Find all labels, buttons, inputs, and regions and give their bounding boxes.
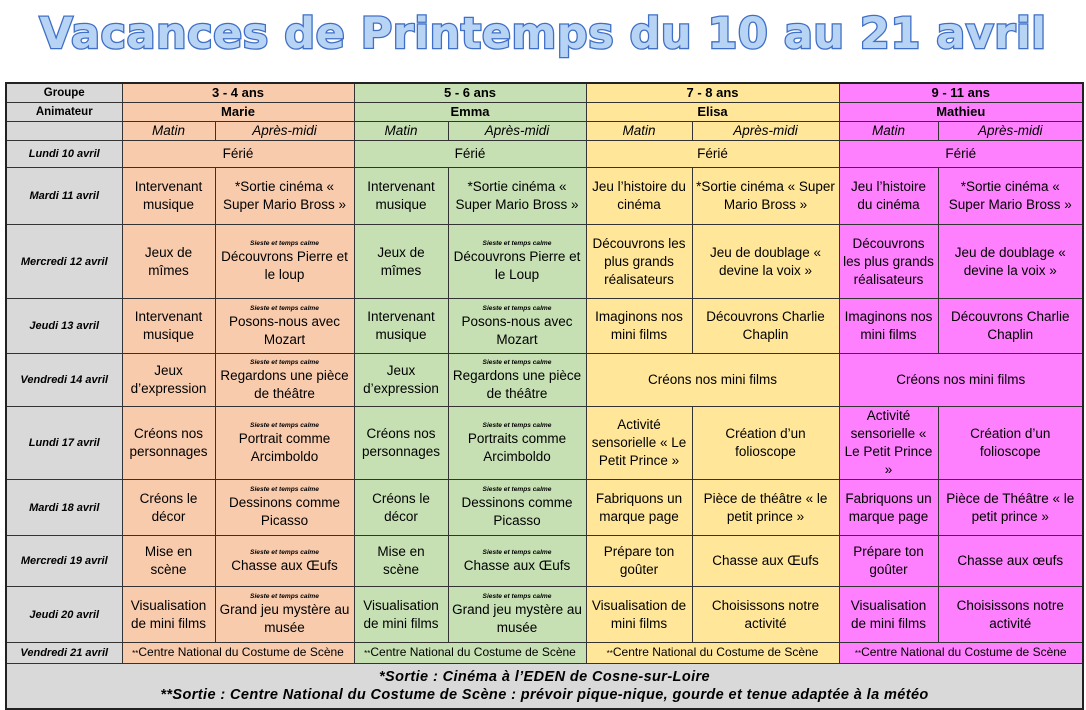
header-row-animateur	[6, 103, 1083, 122]
activity-cell: Création d’un folioscope	[692, 407, 839, 480]
activity-cell: Jeu de doublage « devine la voix »	[692, 225, 839, 299]
row-jeudi-13	[6, 299, 1083, 354]
day-label: Vendredi 21 avril	[6, 643, 122, 664]
activity-text: Portraits comme Arcimboldo	[467, 430, 567, 464]
activity-cell: Découvrons les plus grands réalisateurs	[586, 225, 692, 299]
activity-text: Regardons une pièce de théâtre	[452, 367, 582, 401]
row-jeudi-20	[6, 587, 1083, 643]
ferie-cell: Férié	[122, 141, 354, 168]
activity-cell: *Sortie cinéma « Super Mario Bross »	[692, 168, 839, 225]
activity-cell: Fabriquons un marque page	[586, 480, 692, 536]
group-1-matin: Matin	[122, 122, 215, 141]
activity-cell: Création d’un folioscope	[938, 407, 1083, 480]
activity-cell: Visualisation de mini films	[839, 587, 938, 643]
activity-cell: Pièce de théâtre « le petit prince »	[692, 480, 839, 536]
sieste-note: Sieste et temps calme	[250, 593, 319, 600]
sieste-note: Sieste et temps calme	[482, 304, 552, 312]
activity-text: Grand jeu mystère au musée	[219, 602, 350, 635]
group-4-animateur: Mathieu	[839, 103, 1083, 122]
activity-cell: Prépare ton goûter	[586, 536, 692, 587]
activity-cell: Découvrons les plus grands réalisateurs	[839, 225, 938, 299]
activity-text: Portrait comme Arcimboldo	[238, 430, 331, 464]
activity-text: Dessinons comme Picasso	[461, 495, 573, 528]
activity-text: Découvrons Pierre et le loup	[221, 249, 348, 282]
sortie-text: Centre National du Costume de Scène	[138, 645, 344, 659]
activity-cell-with-sieste	[215, 587, 354, 643]
activity-cell: Créons le décor	[354, 480, 448, 536]
activity-cell: Pièce de Théâtre « le petit prince »	[938, 480, 1083, 536]
activity-cell: Intervenant musique	[122, 299, 215, 354]
group-3-age: 7 - 8 ans	[586, 83, 839, 103]
activity-text: Grand jeu mystère au musée	[452, 602, 582, 635]
activity-text: Regardons une pièce de théâtre	[220, 367, 349, 401]
activity-cell-full-day: Créons nos mini films	[839, 354, 1083, 407]
group-2-matin: Matin	[354, 122, 448, 141]
footnote-marker: **	[606, 649, 613, 658]
day-label: Jeudi 20 avril	[6, 587, 122, 643]
activity-cell: Jeu de doublage « devine la voix »	[938, 225, 1083, 299]
sortie-cell	[839, 643, 1083, 664]
group-3-animateur: Elisa	[586, 103, 839, 122]
ferie-cell: Férié	[354, 141, 586, 168]
row-mardi-11	[6, 168, 1083, 225]
row-mercredi-12	[6, 225, 1083, 299]
row-vendredi-14	[6, 354, 1083, 407]
group-3-apres-midi: Après-midi	[692, 122, 839, 141]
footer-line-1: *Sortie : Cinéma à l’EDEN de Cosne-sur-Loire	[378, 668, 711, 685]
activity-cell-with-sieste	[448, 299, 586, 354]
activity-text: Chasse aux Œufs	[463, 557, 571, 573]
sieste-note: Sieste et temps calme	[250, 548, 319, 556]
group-1-apres-midi: Après-midi	[215, 122, 354, 141]
activity-cell: Intervenant musique	[122, 168, 215, 225]
activity-cell: Visualisation de mini films	[122, 587, 215, 643]
activity-cell: *Sortie cinéma « Super Mario Bross »	[938, 168, 1083, 225]
activity-cell-with-sieste	[448, 407, 586, 480]
day-label: Mardi 18 avril	[6, 480, 122, 536]
activity-cell: Chasse aux Œufs	[692, 536, 839, 587]
activity-cell: Activité sensorielle « Le Petit Prince »	[839, 407, 938, 480]
activity-cell: Intervenant musique	[354, 299, 448, 354]
activity-cell: Jeux d’expression	[354, 354, 448, 407]
activity-cell: Chasse aux œufs	[938, 536, 1083, 587]
activity-cell: *Sortie cinéma « Super Mario Bross »	[215, 168, 354, 225]
activity-cell: Jeux d’expression	[122, 354, 215, 407]
sieste-note: Sieste et temps calme	[250, 240, 319, 247]
sieste-note: Sieste et temps calme	[482, 358, 552, 366]
sieste-note: Sieste et temps calme	[482, 240, 552, 247]
sortie-cell	[122, 643, 354, 664]
page-title	[0, 4, 1086, 64]
sieste-note: Sieste et temps calme	[250, 304, 319, 312]
day-label: Mercredi 19 avril	[6, 536, 122, 587]
activity-cell-with-sieste	[215, 407, 354, 480]
activity-cell: Découvrons Charlie Chaplin	[692, 299, 839, 354]
activity-text: Chasse aux Œufs	[231, 557, 338, 573]
activity-cell-with-sieste	[215, 536, 354, 587]
activity-cell: Imaginons nos mini films	[839, 299, 938, 354]
activity-cell-with-sieste	[448, 587, 586, 643]
activity-cell: Visualisation de mini films	[586, 587, 692, 643]
activity-text: Dessinons comme Picasso	[228, 495, 341, 528]
group-1-age: 3 - 4 ans	[122, 83, 354, 103]
sieste-note: Sieste et temps calme	[250, 421, 319, 429]
day-label: Mercredi 12 avril	[6, 225, 122, 299]
sortie-cell	[586, 643, 839, 664]
activity-cell: Créons nos personnages	[122, 407, 215, 480]
activity-cell: Découvrons Charlie Chaplin	[938, 299, 1083, 354]
activity-text: Posons-nous avec Mozart	[461, 313, 573, 347]
sieste-note: Sieste et temps calme	[482, 593, 552, 600]
sortie-cell	[354, 643, 586, 664]
day-label: Jeudi 13 avril	[6, 299, 122, 354]
activity-cell-full-day: Créons nos mini films	[586, 354, 839, 407]
activity-cell: Choisissons notre activité	[938, 587, 1083, 643]
footnote-marker: **	[854, 649, 862, 658]
footer-row	[6, 664, 1083, 709]
activity-cell-with-sieste	[215, 480, 354, 536]
header-row-period	[6, 122, 1083, 141]
empty-cell	[6, 122, 122, 141]
sieste-note: Sieste et temps calme	[482, 421, 552, 429]
ferie-cell: Férié	[586, 141, 839, 168]
activity-cell-with-sieste	[448, 480, 586, 536]
schedule-table	[5, 82, 1084, 710]
day-label: Mardi 11 avril	[6, 168, 122, 225]
row-mardi-18	[6, 480, 1083, 536]
activity-cell-with-sieste	[448, 536, 586, 587]
row-lundi-17	[6, 407, 1083, 480]
activity-cell-with-sieste	[448, 354, 586, 407]
activity-cell: Créons le décor	[122, 480, 215, 536]
activity-cell: Créons nos personnages	[354, 407, 448, 480]
group-2-animateur: Emma	[354, 103, 586, 122]
activity-cell: Mise en scène	[122, 536, 215, 587]
activity-cell: Activité sensorielle « Le Petit Prince »	[586, 407, 692, 480]
activity-cell: Jeux de mîmes	[354, 225, 448, 299]
activity-cell-with-sieste	[215, 354, 354, 407]
group-2-age: 5 - 6 ans	[354, 83, 586, 103]
day-label: Lundi 17 avril	[6, 407, 122, 480]
group-4-apres-midi: Après-midi	[938, 122, 1083, 141]
groupe-label: Groupe	[6, 83, 122, 103]
ferie-cell: Férié	[839, 141, 1083, 168]
group-1-animateur: Marie	[122, 103, 354, 122]
activity-cell: *Sortie cinéma « Super Mario Bross »	[448, 168, 586, 225]
activity-text: Découvrons Pierre et le Loup	[453, 249, 581, 282]
row-mercredi-19	[6, 536, 1083, 587]
sieste-note: Sieste et temps calme	[482, 486, 552, 493]
activity-cell: Jeux de mîmes	[122, 225, 215, 299]
activity-cell: Fabriquons un marque page	[839, 480, 938, 536]
sieste-note: Sieste et temps calme	[482, 548, 552, 556]
group-2-apres-midi: Après-midi	[448, 122, 586, 141]
activity-cell: Visualisation de mini films	[354, 587, 448, 643]
header-row-groupe	[6, 83, 1083, 103]
day-label: Vendredi 14 avril	[6, 354, 122, 407]
activity-cell: Intervenant musique	[354, 168, 448, 225]
sieste-note: Sieste et temps calme	[250, 486, 319, 493]
activity-cell-with-sieste	[215, 225, 354, 299]
footer-notes	[6, 664, 1083, 709]
activity-cell: Jeu l’histoire du cinéma	[586, 168, 692, 225]
sortie-text: Centre National du Costume de Scène	[612, 645, 819, 659]
group-3-matin: Matin	[586, 122, 692, 141]
row-lundi-10	[6, 141, 1083, 168]
activity-cell: Choisissons notre activité	[692, 587, 839, 643]
activity-cell-with-sieste	[448, 225, 586, 299]
group-4-age: 9 - 11 ans	[839, 83, 1083, 103]
footnote-marker: **	[132, 649, 139, 658]
activity-cell: Prépare ton goûter	[839, 536, 938, 587]
activity-cell: Mise en scène	[354, 536, 448, 587]
footnote-marker: **	[364, 649, 371, 658]
activity-cell: Jeu l’histoire du cinéma	[839, 168, 938, 225]
activity-cell-with-sieste	[215, 299, 354, 354]
sieste-note: Sieste et temps calme	[250, 358, 319, 366]
animateur-label: Animateur	[6, 103, 122, 122]
title-text: Vacances de Printemps du 10 au 21 avril	[39, 9, 1047, 59]
footer-line-2: **Sortie : Centre National du Costume de Scène : prévoir pique-nique, gourde et tenue adaptée à la météo	[160, 686, 929, 703]
title-art	[0, 4, 1086, 64]
activity-cell: Imaginons nos mini films	[586, 299, 692, 354]
activity-text: Posons-nous avec Mozart	[228, 313, 341, 347]
day-label: Lundi 10 avril	[6, 141, 122, 168]
row-vendredi-21	[6, 643, 1083, 664]
sortie-text: Centre National du Costume de Scène	[370, 645, 576, 659]
group-4-matin: Matin	[839, 122, 938, 141]
sortie-text: Centre National du Costume de Scène	[861, 645, 1067, 659]
